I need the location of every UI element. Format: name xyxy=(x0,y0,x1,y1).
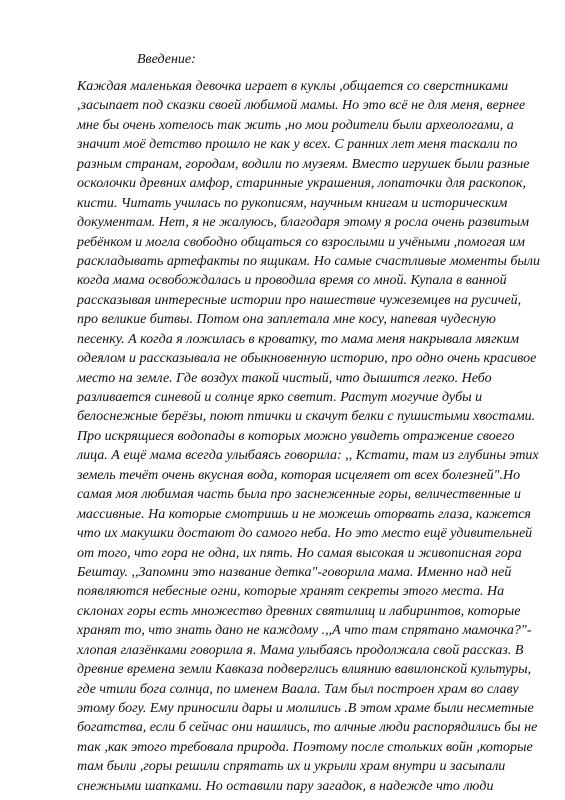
text-line: осколочки древних амфор, старинные украшения, лопаточки для раскопок, xyxy=(77,176,527,192)
text-line: земель течёт очень вкусная вода, которая исцеляет от всех болезней".Но xyxy=(77,467,521,483)
text-line: так ,как этого требовала природа. Поэтому после стольких войн ,которые xyxy=(77,739,533,755)
text-line: появляются небесные огни, которые хранят секреты этого места. На xyxy=(77,584,505,600)
text-line: от того, что гора не одна, их пять. Но самая высокая и живописная гора xyxy=(77,545,522,561)
text-line: про великие битвы. Потом она заплетала мне косу, напевая чудесную xyxy=(77,312,496,328)
text-line: когда мама освобождалась и проводила время со мной. Купала в ванной xyxy=(77,273,507,289)
text-line: значит моё детство прошло не как у всех. С ранних лет меня таскали по xyxy=(77,137,518,153)
text-line: где чтили бога солнца, по именем Ваала. Там был построен храм во славу xyxy=(77,681,519,697)
text-line: белоснежные берёзы, поют птички и скачут белки с пушистыми хвостами. xyxy=(77,409,536,425)
text-line: Про искрящиеся водопады в которых можно увидеть отражение своего xyxy=(77,428,515,444)
text-line: разливается синевой и солнце ярко светит. Растут могучие дубы и xyxy=(77,390,483,405)
text-line: лица. А ещё мама всегда улыбаясь говорила: ,, Кстати, там из глубины этих xyxy=(77,448,539,464)
text-line: самая моя любимая часть была про заснеженные горы, величественные и xyxy=(77,487,522,503)
text-line: склонах горы есть множество древних святилищ и лабиринтов, которые xyxy=(77,603,521,619)
text-line: раскладывать артефакты по ящикам. Но самые счастливые моменты были xyxy=(77,253,540,269)
text-line: богатства, если б сейчас они нашлись, то алчные люди распорядились бы не xyxy=(77,720,538,736)
text-line: там были ,горы решили спрятать их и укрыли храм внутри и засыпали xyxy=(77,759,506,775)
text-line: хранят то, что знать дано не каждому .,,А что там спрятано мамочка?"- xyxy=(77,623,532,639)
text-line: место на земле. Где воздух такой чистый, что дышится легко. Небо xyxy=(77,370,492,386)
body-paragraph xyxy=(77,77,547,796)
text-line: разным странам, городам, водили по музеям. Вместо игрушек были разные xyxy=(77,156,530,172)
text-line: массивные. На которые смотришь и не можешь оторвать глаза, кажется xyxy=(77,506,531,522)
text-line: древние времена земли Кавказа подверглись влиянию вавилонской культуры, xyxy=(77,662,532,678)
text-line: что их макушки достают до самого неба. Но это место ещё удивительней xyxy=(77,526,533,542)
page-heading: Введение: xyxy=(137,52,196,67)
text-line: этому богу. Ему приносили дары и молились .В этом храме были несметные xyxy=(77,701,534,716)
text-line: хлопая глазёнками говорила я. Мама улыбаясь продолжала свой рассказ. В xyxy=(77,642,524,658)
text-line: документам. Нет, я не жалуюсь, благодаря этому я росла очень развитым xyxy=(77,215,530,231)
text-line: снежными шапками. Но оставили пару загадок, в надежде что люди xyxy=(77,778,494,794)
text-line: одеялом и рассказывала не обыкновенную историю, про одно очень красивое xyxy=(77,351,537,367)
text-line: Бештау. ,,Запомни это название детка"-говорила мама. Именно над ней xyxy=(77,564,512,580)
text-line: ребёнком и могла свободно общаться со взрослыми и учёными ,помогая им xyxy=(77,234,525,250)
text-line: ,засыпает под сказки своей любимой мамы. Но это всё не для меня, вернее xyxy=(77,98,526,114)
text-line: Каждая маленькая девочка играет в куклы ,общается со сверстниками xyxy=(77,79,509,94)
text-line: кисти. Читать училась по рукописям, научным книгам и историческим xyxy=(77,195,508,211)
text-line: мне бы очень хотелось так жить ,но мои родители были археологами, а xyxy=(77,117,514,133)
text-line: рассказывая интересные истории про нашествие чужеземцев на русичей, xyxy=(77,292,522,308)
text-line: песенку. А когда я ложилась в кроватку, то мама меня накрывала мягким xyxy=(77,331,520,347)
